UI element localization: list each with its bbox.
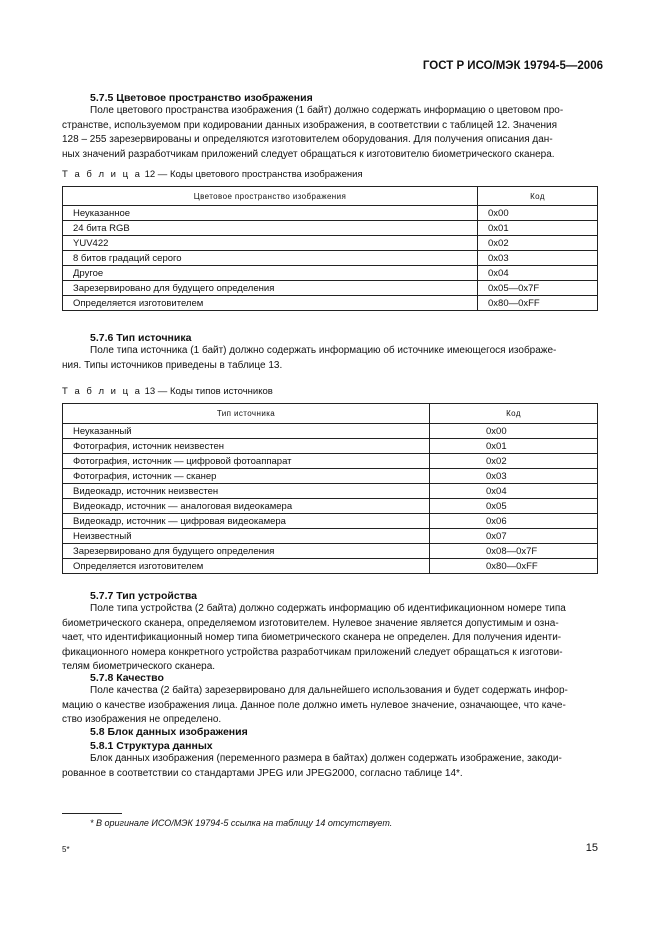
- table-13-cell: 0x07: [430, 529, 598, 544]
- section-5-8-1-text: [62, 752, 598, 781]
- table-13-cell: 0x02: [430, 454, 598, 469]
- section-5-7-7-title: 5.7.7 Тип устройства: [90, 590, 197, 602]
- table-13-cell: Неизвестный: [63, 529, 430, 544]
- text-line: чает, что идентификационный номер типа биометрического сканера не определен. Для получения иденти-: [62, 632, 562, 644]
- table-12-header-source: Цветовое пространство изображения: [63, 187, 478, 206]
- text-line: ных значений разработчикам приложений следует обращаться к изготовителю биометрического сканера.: [62, 148, 555, 160]
- table-13-cell: 0x01: [430, 439, 598, 454]
- table-12-cell: 8 битов градаций серого: [63, 251, 478, 266]
- text-line: ния. Типы источников приведены в таблице 13.: [62, 359, 283, 371]
- table-13-cell: 0x03: [430, 469, 598, 484]
- table-12-cell: 0x05—0x7F: [478, 281, 598, 296]
- text-line: рованное в соответствии со стандартами JPEG или JPEG2000, согласно таблице 14*.: [62, 767, 463, 779]
- table-12-cell: 0x04: [478, 266, 598, 281]
- table-13-cell: 0x80—0xFF: [430, 559, 598, 574]
- footnote: * В оригинале ИСО/МЭК 19794-5 ссылка на таблицу 14 отсутствует.: [90, 818, 393, 828]
- table-13-cell: Фотография, источник неизвестен: [63, 439, 430, 454]
- text-line: 128 – 255 зарезервированы и определяются изготовителем оборудования. Для получения описания дан-: [62, 134, 553, 146]
- table-13-cell: Видеокадр, источник — аналоговая видеокамера: [63, 499, 430, 514]
- text-line: ство изображения не определено.: [62, 714, 222, 726]
- section-5-7-5-text: [62, 104, 598, 162]
- text-line: Поле типа источника (1 байт) должно содержать информацию об источнике имеющегося изображе-: [90, 345, 557, 356]
- text-line: телям биометрического сканера.: [62, 661, 216, 673]
- table-12-cell: 0x01: [478, 221, 598, 236]
- footer-mark: 5*: [62, 845, 70, 854]
- table-13-cell: Видеокадр, источник — цифровая видеокамера: [63, 514, 430, 529]
- document-header: ГОСТ Р ИСО/МЭК 19794-5—2006: [422, 60, 603, 72]
- table-13-cell: 0x00: [430, 424, 598, 439]
- table-12-caption: [62, 169, 363, 180]
- section-5-7-7-text: [62, 602, 598, 675]
- table-13-cell: 0x06: [430, 514, 598, 529]
- section-5-7-8-title: 5.7.8 Качество: [90, 672, 164, 684]
- table-12-cell: 24 бита RGB: [63, 221, 478, 236]
- table-13-cell: Неуказанный: [63, 424, 430, 439]
- table-12-cell: 0x80—0xFF: [478, 296, 598, 311]
- page-number: 15: [585, 842, 598, 854]
- text-line: мацию о качестве изображения лица. Данное поле должно иметь нулевое значение, означающее, что каче-: [62, 699, 566, 711]
- section-5-8-1-title: 5.8.1 Структура данных: [90, 740, 213, 752]
- table-13-header-source: Тип источника: [63, 404, 430, 424]
- table-12-header-code: Код: [478, 187, 598, 206]
- table-12-cell: 0x00: [478, 206, 598, 221]
- text-line: биометрического сканера, определяемом изготовителем. Нулевое значение является допустимым и озна-: [62, 617, 559, 629]
- footnote-separator: [62, 813, 122, 814]
- table-13-caption: [62, 386, 273, 397]
- table-13-cell: Определяется изготовителем: [63, 559, 430, 574]
- text-line: Поле типа устройства (2 байта) должно содержать информацию об идентификационном номере типа: [90, 603, 566, 614]
- table-13-header-code: Код: [430, 404, 598, 424]
- table-13: [62, 403, 598, 574]
- caption-prefix: Т а б л и ц а: [62, 169, 142, 180]
- text-line: фикационного номера конкретного устройства разработчикам приложений следует обращаться к изготови-: [62, 646, 563, 658]
- section-5-8-title: 5.8 Блок данных изображения: [90, 726, 248, 738]
- section-5-7-6-title: 5.7.6 Тип источника: [90, 332, 192, 344]
- text-line: Блок данных изображения (переменного размера в байтах) должен содержать изображение, закоди-: [90, 753, 562, 764]
- table-12-cell: 0x03: [478, 251, 598, 266]
- table-12-cell: Другое: [63, 266, 478, 281]
- table-13-cell: Фотография, источник — сканер: [63, 469, 430, 484]
- caption-prefix: Т а б л и ц а: [62, 386, 142, 397]
- table-13-cell: 0x04: [430, 484, 598, 499]
- table-13-cell: 0x08—0x7F: [430, 544, 598, 559]
- table-12-cell: Неуказанное: [63, 206, 478, 221]
- table-13-cell: Видеокадр, источник неизвестен: [63, 484, 430, 499]
- table-12-cell: Зарезервировано для будущего определения: [63, 281, 478, 296]
- table-12: [62, 186, 598, 311]
- caption-text: 12 — Коды цветового пространства изображения: [141, 169, 363, 180]
- table-13-cell: 0x05: [430, 499, 598, 514]
- table-13-cell: Зарезервировано для будущего определения: [63, 544, 430, 559]
- section-5-7-8-text: [62, 684, 598, 728]
- table-13-cell: Фотография, источник — цифровой фотоаппарат: [63, 454, 430, 469]
- table-12-cell: 0x02: [478, 236, 598, 251]
- caption-text: 13 — Коды типов источников: [141, 386, 273, 397]
- text-line: странстве, используемом при кодировании данных изображения, в соответствии с таблицей 12. Значения: [62, 119, 558, 131]
- section-5-7-6-text: [62, 344, 598, 373]
- table-12-cell: YUV422: [63, 236, 478, 251]
- text-line: Поле качества (2 байта) зарезервировано для дальнейшего использования и будет содержать инфор-: [90, 685, 568, 696]
- section-5-7-5-title: 5.7.5 Цветовое пространство изображения: [90, 92, 313, 104]
- table-12-cell: Определяется изготовителем: [63, 296, 478, 311]
- text-line: Поле цветового пространства изображения (1 байт) должно содержать информацию о цветовом про-: [90, 105, 564, 116]
